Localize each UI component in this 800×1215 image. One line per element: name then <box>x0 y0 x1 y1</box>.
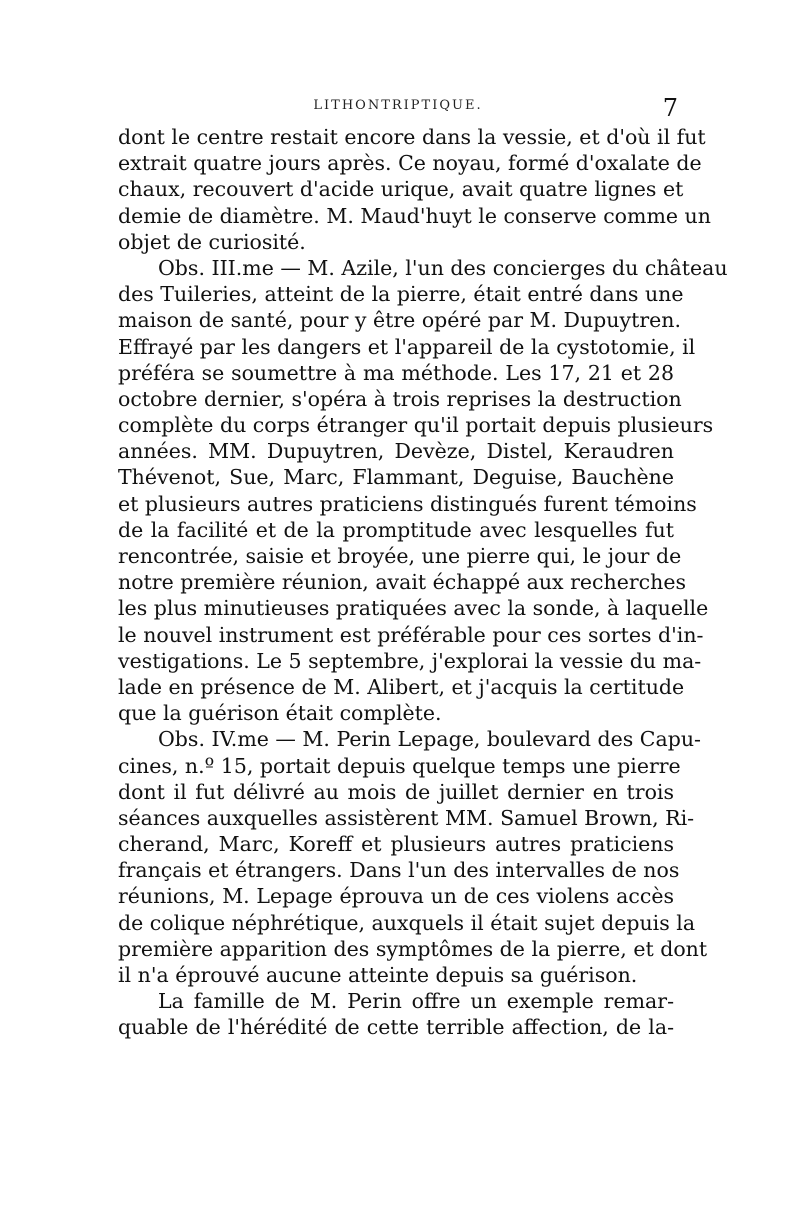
text-line: complète du corps étranger qu'il portait depuis plusieurs <box>118 413 714 438</box>
text-line: de la facilité et de la promptitude avec lesquelles fut <box>118 517 674 542</box>
text-line: réunions, M. Lepage éprouva un de ces violens accès <box>118 884 674 909</box>
text-line: octobre dernier, s'opéra à trois reprises la destruction <box>118 386 682 411</box>
text-line: séances auxquelles assistèrent MM. Samuel Brown, Ri- <box>118 805 695 830</box>
text-line: rencontrée, saisie et broyée, une pierre qui, le jour de <box>118 544 682 568</box>
text-line: dont le centre restait encore dans la vessie, et d'où il fut <box>118 125 706 149</box>
text-line: maison de santé, pour y être opéré par M. Dupuytren. <box>118 308 681 333</box>
text-line: Obs. IV.me — M. Perin Lepage, boulevard des Capu- <box>158 727 701 752</box>
text-line: le nouvel instrument est préférable pour ces sortes d'in- <box>118 622 704 647</box>
text-line: vestigations. Le 5 septembre, j'explorai la vessie du ma- <box>118 648 702 673</box>
text-line: préféra se soumettre à ma méthode. Les 17, 21 et 28 <box>118 360 674 385</box>
page-number: 7 <box>662 94 678 122</box>
running-title: LITHONTRIPTIQUE. <box>313 98 483 113</box>
text-line: les plus minutieuses pratiquées avec la sonde, à laquelle <box>118 596 709 621</box>
text-line: objet de curiosité. <box>118 229 306 254</box>
text-line: cherand, Marc, Koreff et plusieurs autres praticiens <box>118 832 674 857</box>
text-line: notre première réunion, avait échappé aux recherches <box>118 570 686 595</box>
text-line: de colique néphrétique, auxquels il était sujet depuis la <box>118 910 696 935</box>
text-line: extrait quatre jours après. Ce noyau, formé d'oxalate de <box>118 151 702 176</box>
text-line: Thévenot, Sue, Marc, Flammant, Deguise, Bauchène <box>118 465 674 490</box>
text-line: quable de l'hérédité de cette terrible affection, de la- <box>118 1015 674 1040</box>
text-line: Obs. III.me — M. Azile, l'un des concierges du château <box>158 255 728 280</box>
text-line: La famille de M. Perin offre un exemple remar- <box>158 989 674 1014</box>
text-line: dont il fut délivré au mois de juillet dernier en trois <box>118 779 674 804</box>
text-line: il n'a éprouvé aucune atteinte depuis sa guérison. <box>118 963 638 987</box>
text-line: première apparition des symptômes de la pierre, et dont <box>118 936 708 961</box>
text-line: Effrayé par les dangers et l'appareil de la cystotomie, il <box>118 334 696 359</box>
text-line: demie de diamètre. M. Maud'huyt le conserve comme un <box>118 203 711 228</box>
text-line: que la guérison était complète. <box>118 701 442 726</box>
text-line: et plusieurs autres praticiens distingués furent témoins <box>118 491 697 516</box>
text-line: des Tuileries, atteint de la pierre, était entré dans une <box>118 282 684 307</box>
running-head <box>118 94 678 124</box>
body-text <box>118 124 728 1041</box>
text-line: lade en présence de M. Alibert, et j'acquis la certitude <box>118 674 685 699</box>
text-line: chaux, recouvert d'acide urique, avait quatre lignes et <box>118 177 684 202</box>
text-line: années. MM. Dupuytren, Devèze, Distel, Keraudren <box>118 439 674 464</box>
text-line: cines, n.º 15, portait depuis quelque temps une pierre <box>118 753 681 778</box>
text-line: français et étrangers. Dans l'un des intervalles de nos <box>118 858 680 883</box>
